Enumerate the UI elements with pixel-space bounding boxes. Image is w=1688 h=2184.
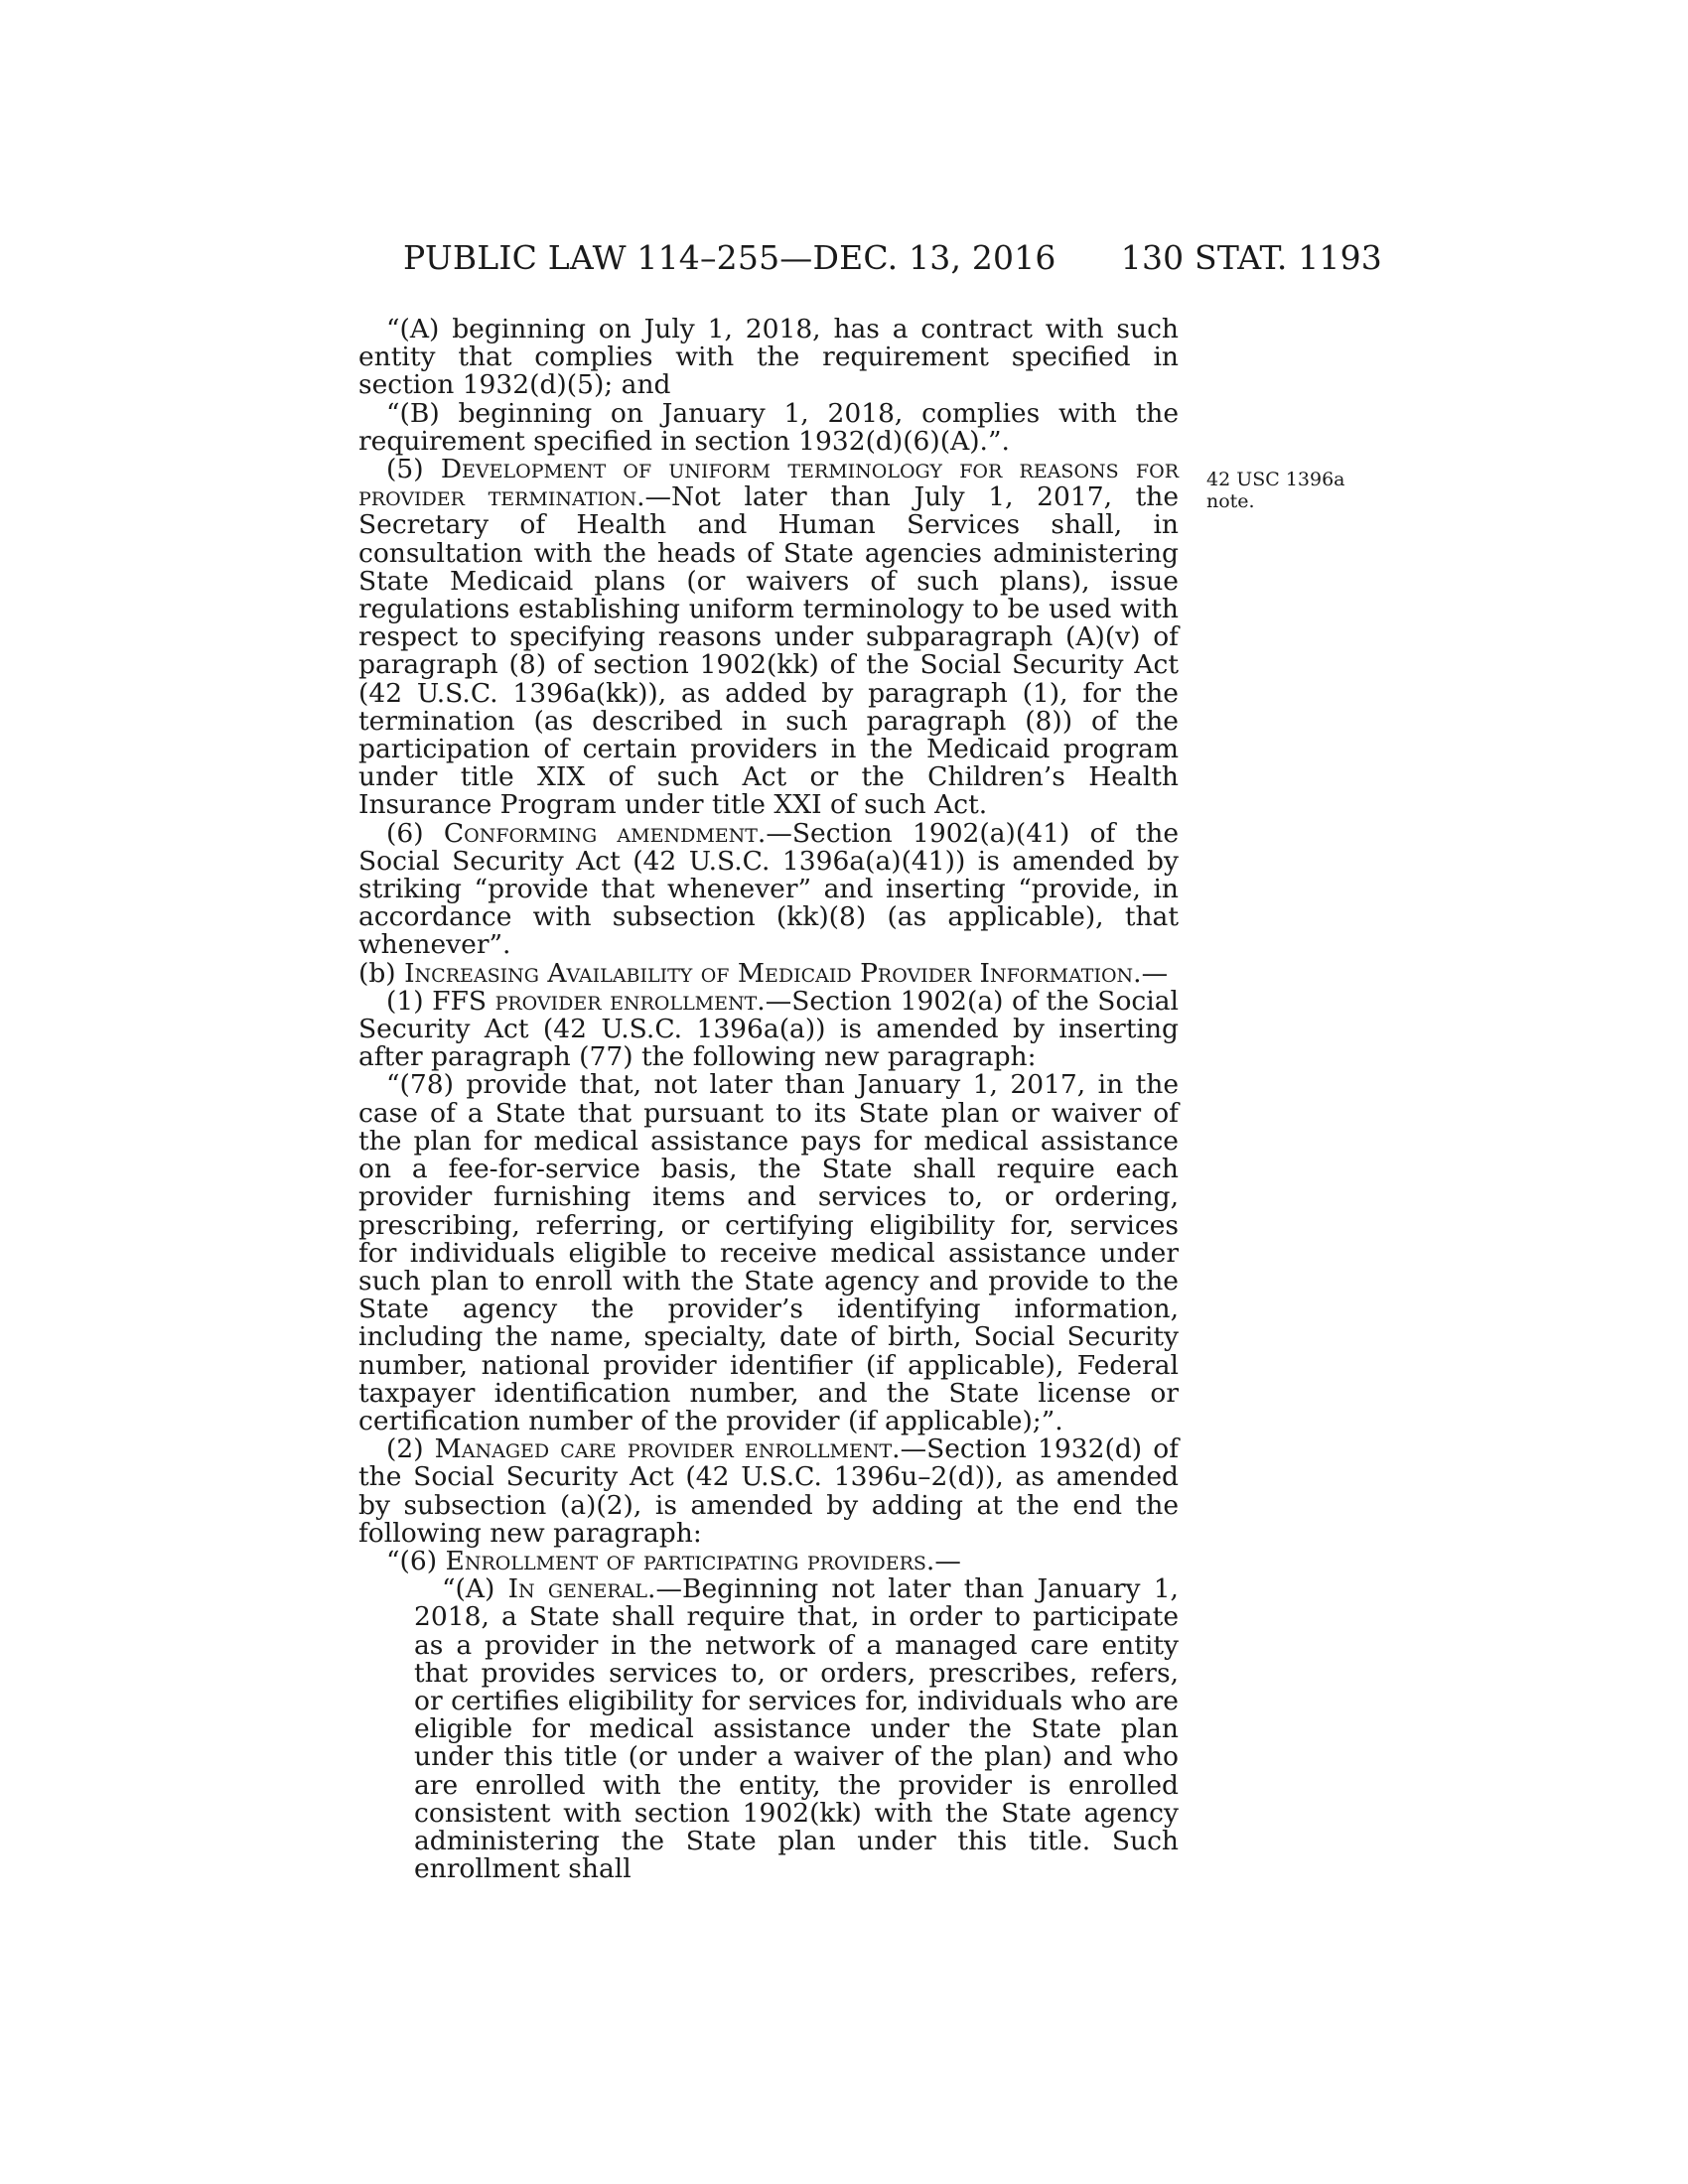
- paragraph-text: —Section 1902(a)(41) of the Social Security Act (42 U.S.C. 1396a(a)(41)) is amended by striking “provide that whenever” and inserting “provide, in accordance with subsection (kk)(8) (as applicable), that whenever”.: [358, 817, 1180, 961]
- paragraph-5: [358, 456, 1179, 820]
- subparagraph-a-in-general: [414, 1575, 1179, 1883]
- subparagraph-text: —Beginning not later than January 1, 2018, a State shall require that, in order to participate as a provider in the network of a managed care entity that provides services to, or orders, prescribes, refers, or certifies eligibility for services for, individuals who are eligible for medical assistance under the State plan under this title (or under a waiver of the plan) and who are enrolled with the entity, the provider is enrolled consistent with section 1902(kk) with the State agency administering the State plan under this title. Such enrollment shall: [414, 1573, 1179, 1885]
- paragraph-number: (2): [386, 1433, 435, 1465]
- public-law-citation: PUBLIC LAW 114–255—DEC. 13, 2016: [403, 238, 1056, 277]
- subsection-text: —: [1141, 957, 1169, 989]
- paragraph-78: “(78) provide that, not later than January 1, 2017, in the case of a State that pursuant to its State plan or waiver of the plan for medical assistance pays for medical assistance on a fee-for-service basis, the State shall require each provider furnishing items and services to, or ordering, prescribing, referring, or certifying eligibility for, services for individuals eligible to receive medical assistance under such plan to enroll with the State agency and provide to the State agency the provider’s identifying information, including the name, specialty, date of birth, Social Security number, national provider identifier (if applicable), Federal taxpayer identification number, and the State license or certification number of the provider (if applicable);”.: [358, 1069, 1179, 1436]
- paragraph-text: —Section 1932(d) of the Social Security Act (42 U.S.C. 1396u–2(d)), as amended by subsection (a)(2), is amended by adding at the end the following new paragraph:: [358, 1433, 1180, 1549]
- paragraph-b: “(B) beginning on January 1, 2018, complies with the requirement specified in section 1932(d)(6)(A).”.: [358, 397, 1179, 457]
- paragraph-number: “(6): [386, 1545, 446, 1576]
- paragraph-heading: Development of uniform terminology for reasons for provider termination.: [358, 454, 1179, 513]
- paragraph-text: —Not later than July 1, 2017, the Secretary of Health and Human Services shall, in consultation with the heads of State agencies administering State Medicaid plans (or waivers of such plans), issue regulations establishing uniform terminology to be used with respect to specifying reasons under subparagraph (A)(v) of paragraph (8) of section 1902(kk) of the Social Security Act (42 U.S.C. 1396a(kk)), as added by paragraph (1), for the termination (as described in such paragraph (8)) of the participation of certain providers in the Medicaid program under title XIX of such Act or the Children’s Health Insurance Program under title XXI of such Act.: [358, 481, 1179, 821]
- paragraph-heading: Conforming amendment.: [443, 817, 767, 849]
- document-body: [358, 316, 1179, 1883]
- paragraph-6: [358, 817, 1180, 961]
- paragraph-1: [358, 985, 1180, 1073]
- paragraph-number: (6): [386, 817, 444, 849]
- subsection-number: (b): [358, 957, 405, 989]
- subsection-heading: Increasing Availability of Medicaid Provider Information.: [404, 957, 1142, 989]
- paragraph-heading: FFS provider enrollment.: [432, 985, 766, 1017]
- subsection-b: [331, 957, 1179, 989]
- subparagraph-heading: In general.: [507, 1573, 656, 1605]
- paragraph-a: “(A) beginning on July 1, 2018, has a contract with such entity that complies with the requirement specified in section 1932(d)(5); and: [358, 314, 1179, 401]
- paragraph-6-enrollment: [358, 1545, 1179, 1576]
- paragraph-number: (1): [386, 985, 433, 1017]
- paragraph-heading: Managed care provider enrollment.: [434, 1433, 901, 1465]
- margin-note-line: note.: [1206, 490, 1255, 512]
- paragraph-text: —Section 1902(a) of the Social Security Act (42 U.S.C. 1396a(a)) is amended by inserting after paragraph (77) the following new paragraph:: [358, 985, 1180, 1073]
- statute-page-number: 130 STAT. 1193: [1120, 238, 1382, 277]
- subparagraph-number: “(A): [442, 1573, 508, 1605]
- margin-note-line: 42 USC 1396a: [1206, 469, 1345, 490]
- paragraph-text: —: [934, 1545, 961, 1576]
- margin-note: [1206, 469, 1365, 512]
- paragraph-heading: Enrollment of participating providers.: [445, 1545, 935, 1576]
- paragraph-2: [358, 1435, 1179, 1548]
- paragraph-number: (5): [386, 454, 441, 485]
